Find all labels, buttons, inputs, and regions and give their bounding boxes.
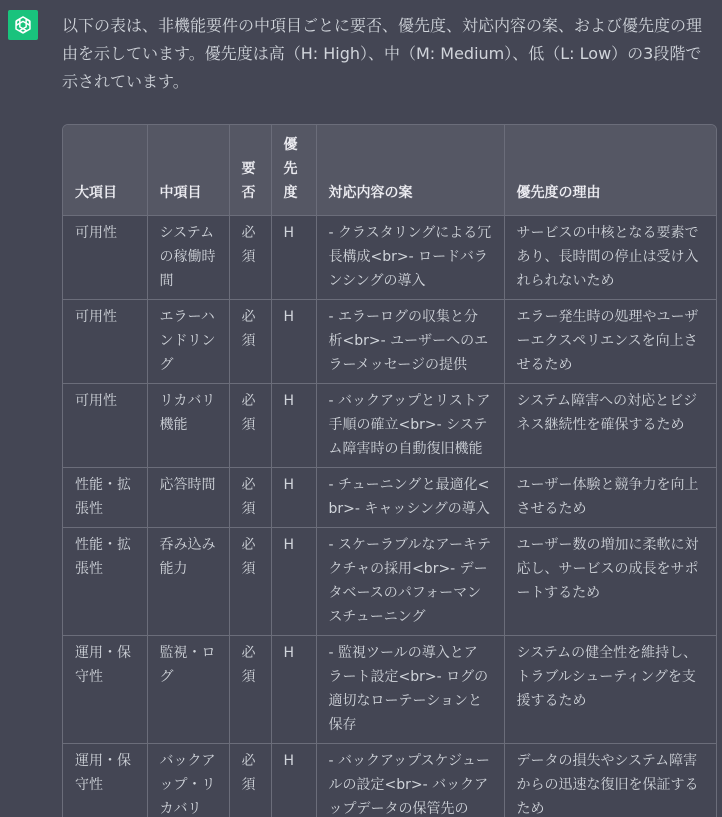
cell-proposed-measures: - 監視ツールの導入とアラート設定<br>- ログの適切なローテーションと保存 bbox=[316, 636, 504, 744]
cell-necessity: 必須 bbox=[229, 468, 271, 528]
cell-major-item: 可用性 bbox=[63, 384, 147, 468]
cell-middle-item: 応答時間 bbox=[147, 468, 229, 528]
table-row bbox=[63, 300, 716, 384]
header-major-item: 大項目 bbox=[63, 125, 147, 216]
table-row bbox=[63, 216, 716, 300]
cell-proposed-measures: - エラーログの収集と分析<br>- ユーザーへのエラーメッセージの提供 bbox=[316, 300, 504, 384]
table-row bbox=[63, 744, 716, 817]
cell-priority: H bbox=[271, 744, 316, 817]
requirements-table bbox=[63, 125, 716, 817]
cell-middle-item: バックアップ・リカバリ bbox=[147, 744, 229, 817]
cell-proposed-measures: - クラスタリングによる冗長構成<br>- ロードバランシングの導入 bbox=[316, 216, 504, 300]
cell-major-item: 性能・拡張性 bbox=[63, 528, 147, 636]
cell-proposed-measures: - チューニングと最適化<br>- キャッシングの導入 bbox=[316, 468, 504, 528]
cell-priority-reason: ユーザー体験と競争力を向上させるため bbox=[504, 468, 716, 528]
cell-priority-reason: サービスの中核となる要素であり、長時間の停止は受け入れられないため bbox=[504, 216, 716, 300]
cell-major-item: 運用・保守性 bbox=[63, 744, 147, 817]
table-row bbox=[63, 468, 716, 528]
table-header-row bbox=[63, 125, 716, 216]
cell-priority: H bbox=[271, 300, 316, 384]
cell-middle-item: リカバリ機能 bbox=[147, 384, 229, 468]
cell-priority-reason: ユーザー数の増加に柔軟に対応し、サービスの成長をサポートするため bbox=[504, 528, 716, 636]
cell-major-item: 可用性 bbox=[63, 216, 147, 300]
cell-priority-reason: データの損失やシステム障害からの迅速な復旧を保証するため bbox=[504, 744, 716, 817]
cell-priority: H bbox=[271, 216, 316, 300]
table-row bbox=[63, 636, 716, 744]
header-necessity: 要否 bbox=[229, 125, 271, 216]
cell-middle-item: エラーハンドリング bbox=[147, 300, 229, 384]
cell-necessity: 必須 bbox=[229, 744, 271, 817]
cell-necessity: 必須 bbox=[229, 636, 271, 744]
cell-middle-item: システムの稼働時間 bbox=[147, 216, 229, 300]
cell-major-item: 可用性 bbox=[63, 300, 147, 384]
table-row bbox=[63, 384, 716, 468]
header-middle-item: 中項目 bbox=[147, 125, 229, 216]
cell-priority-reason: システム障害への対応とビジネス継続性を確保するため bbox=[504, 384, 716, 468]
assistant-avatar bbox=[8, 10, 38, 40]
cell-proposed-measures: - バックアップスケジュールの設定<br>- バックアップデータの保管先の bbox=[316, 744, 504, 817]
table-row bbox=[63, 528, 716, 636]
header-proposed-measures: 対応内容の案 bbox=[316, 125, 504, 216]
cell-major-item: 運用・保守性 bbox=[63, 636, 147, 744]
cell-necessity: 必須 bbox=[229, 216, 271, 300]
cell-priority: H bbox=[271, 384, 316, 468]
cell-major-item: 性能・拡張性 bbox=[63, 468, 147, 528]
openai-logo-icon bbox=[12, 14, 34, 36]
cell-middle-item: 監視・ログ bbox=[147, 636, 229, 744]
cell-middle-item: 呑み込み能力 bbox=[147, 528, 229, 636]
intro-paragraph: 以下の表は、非機能要件の中項目ごとに要否、優先度、対応内容の案、および優先度の理由を示しています。優先度は高（H: High）、中（M: Medium）、低（L: Low）の3段階で示されています。 bbox=[62, 16, 703, 91]
cell-necessity: 必須 bbox=[229, 384, 271, 468]
cell-proposed-measures: - スケーラブルなアーキテクチャの採用<br>- データベースのパフォーマンスチューニング bbox=[316, 528, 504, 636]
cell-necessity: 必須 bbox=[229, 300, 271, 384]
requirements-table-container bbox=[62, 124, 717, 817]
cell-necessity: 必須 bbox=[229, 528, 271, 636]
cell-priority: H bbox=[271, 468, 316, 528]
cell-priority-reason: エラー発生時の処理やユーザーエクスペリエンスを向上させるため bbox=[504, 300, 716, 384]
header-priority-reason: 優先度の理由 bbox=[504, 125, 716, 216]
cell-priority: H bbox=[271, 636, 316, 744]
cell-priority: H bbox=[271, 528, 316, 636]
cell-priority-reason: システムの健全性を維持し、トラブルシューティングを支援するため bbox=[504, 636, 716, 744]
cell-proposed-measures: - バックアップとリストア手順の確立<br>- システム障害時の自動復旧機能 bbox=[316, 384, 504, 468]
header-priority: 優先度 bbox=[271, 125, 316, 216]
